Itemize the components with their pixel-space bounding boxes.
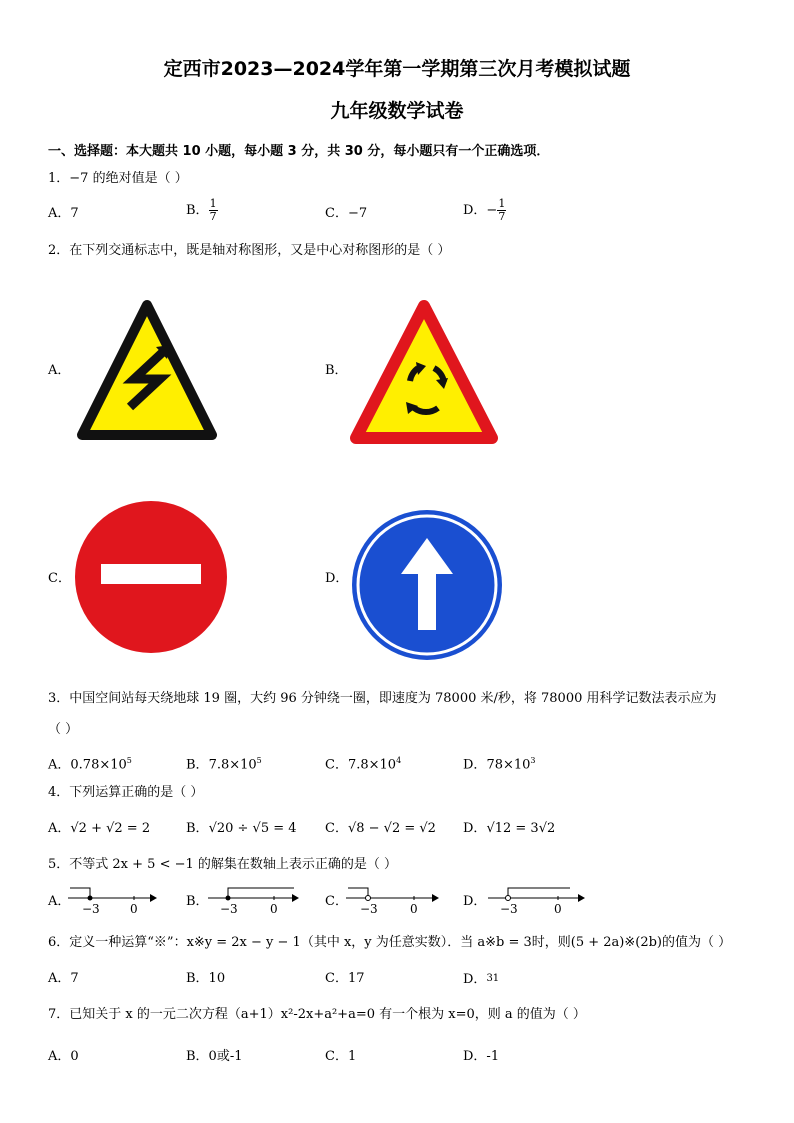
q6-option-a: A．7 [48,971,79,986]
question-3-stem-line1: 3．中国空间站每天绕地球 19 圈，大约 96 分钟绕一圈，即速度为 78000 米/秒，将 78000 用科学记数法表示应为 [48,691,717,706]
zigzag-road-sign-icon [72,295,222,445]
q1-b-denominator: 7 [209,210,217,223]
q2-option-a-label: A． [48,363,71,378]
q4-c-expression: √8 − √2 = √2 [347,821,436,836]
q7-option-c: C．1 [325,1049,357,1064]
q1-d-numerator: 1 [498,197,506,210]
q3-option-b [186,752,262,774]
q4-option-d [463,820,555,838]
q1-option-c: C．−7 [325,206,368,221]
q5-c-tick-neg3: −3 [360,902,378,916]
q2-option-b-label: B． [325,363,348,378]
q6-option-c: C．17 [325,971,365,986]
q1-option-b [186,198,218,223]
roundabout-sign-icon [348,296,500,448]
page-title: 定西市2023—2024学年第一学期第三次月考模拟试题 [163,58,631,80]
q5-c-tick-0: 0 [410,902,418,916]
q5-d-tick-0: 0 [554,902,562,916]
q3-b-label: B． [186,757,209,773]
q3-c-label: C． [325,757,348,773]
q2-option-d-label: D． [325,571,349,586]
q4-option-a [48,820,150,838]
q3-a-label: A． [48,757,71,773]
q4-option-b [186,820,297,838]
q5-number-line-a [66,882,158,916]
q1-option-b-label: B． [186,203,209,218]
q1-option-a: A．7 [48,206,79,221]
q5-number-line-b [206,882,300,916]
question-1-stem: 1．−7 的绝对值是（ ） [48,171,188,186]
q1-option-d-label: D．− [463,203,498,218]
q7-option-b: B．0或-1 [186,1049,243,1064]
q5-a-tick-0: 0 [130,902,138,916]
q4-b-expression: √20 ÷ √5 = 4 [208,821,297,836]
q5-option-d-label: D． [463,894,487,909]
straight-ahead-sign-icon [350,508,504,662]
q6-option-d [463,970,499,989]
q3-d-label: D． [463,757,487,773]
q5-number-line-d [486,882,586,916]
question-4-stem: 4．下列运算正确的是（ ） [48,785,204,800]
q7-option-d: D．-1 [463,1049,500,1064]
q3-option-a [48,752,132,774]
q5-option-b-label: B． [186,894,209,909]
no-entry-sign-icon [74,500,228,654]
q1-b-numerator: 1 [209,197,217,210]
section-heading: 一、选择题：本大题共 10 小题，每小题 3 分，共 30 分，每小题只有一个正确选项． [48,144,550,159]
q4-d-expression: √12 = 3√2 [486,821,556,836]
q4-a-expression: √2 + √2 = 2 [70,821,151,836]
q3-a-value: 0.78×10 [70,757,127,773]
q2-option-c-label: C． [48,571,71,586]
q4-d-label: D． [463,821,487,836]
q7-option-a: A．0 [48,1049,79,1064]
q4-a-label: A． [48,821,71,836]
question-7-stem: 7．已知关于 x 的一元二次方程（a+1）x²-2x+a²+a=0 有一个根为 x=0，则 a 的值为（ ） [48,1007,586,1022]
q3-c-value: 7.8×10 [347,757,397,773]
q3-option-d [463,752,536,774]
q1-option-d [463,198,506,223]
q5-option-a-label: A． [48,894,71,909]
question-6-stem: 6．定义一种运算“※”：x※y = 2x − y − 1（其中 x，y 为任意实数）．当 a※b = 3时，则(5 + 2a)※(2b)的值为（ ） [48,935,732,950]
q6-d-value: 31 [486,973,500,984]
q3-b-exponent: 5 [256,756,262,765]
q3-a-exponent: 5 [126,756,132,765]
q5-a-tick-neg3: −3 [82,902,100,916]
q3-option-c [325,752,401,774]
q4-option-c [325,820,436,838]
q3-d-value: 78×10 [486,757,531,773]
q5-option-c-label: C． [325,894,348,909]
q5-b-tick-neg3: −3 [220,902,238,916]
q5-d-tick-neg3: −3 [500,902,518,916]
q4-c-label: C． [325,821,348,836]
page-subtitle: 九年级数学试卷 [330,100,464,122]
q6-option-b: B．10 [186,971,226,986]
q6-d-label: D． [463,972,487,987]
question-5-stem: 5．不等式 2x + 5 < −1 的解集在数轴上表示正确的是（ ） [48,857,398,872]
q5-b-tick-0: 0 [270,902,278,916]
question-2-stem: 2．在下列交通标志中，既是轴对称图形，又是中心对称图形的是（ ） [48,243,451,258]
question-3-stem-line2: （ ） [48,722,79,737]
q1-option-d-fraction [497,198,506,223]
q5-number-line-c [344,882,440,916]
q1-d-denominator: 7 [498,210,506,223]
q1-option-b-fraction [209,198,218,223]
q3-c-exponent: 4 [396,756,402,765]
q3-b-value: 7.8×10 [208,757,257,773]
q4-b-label: B． [186,821,209,836]
q3-d-exponent: 3 [530,756,536,765]
